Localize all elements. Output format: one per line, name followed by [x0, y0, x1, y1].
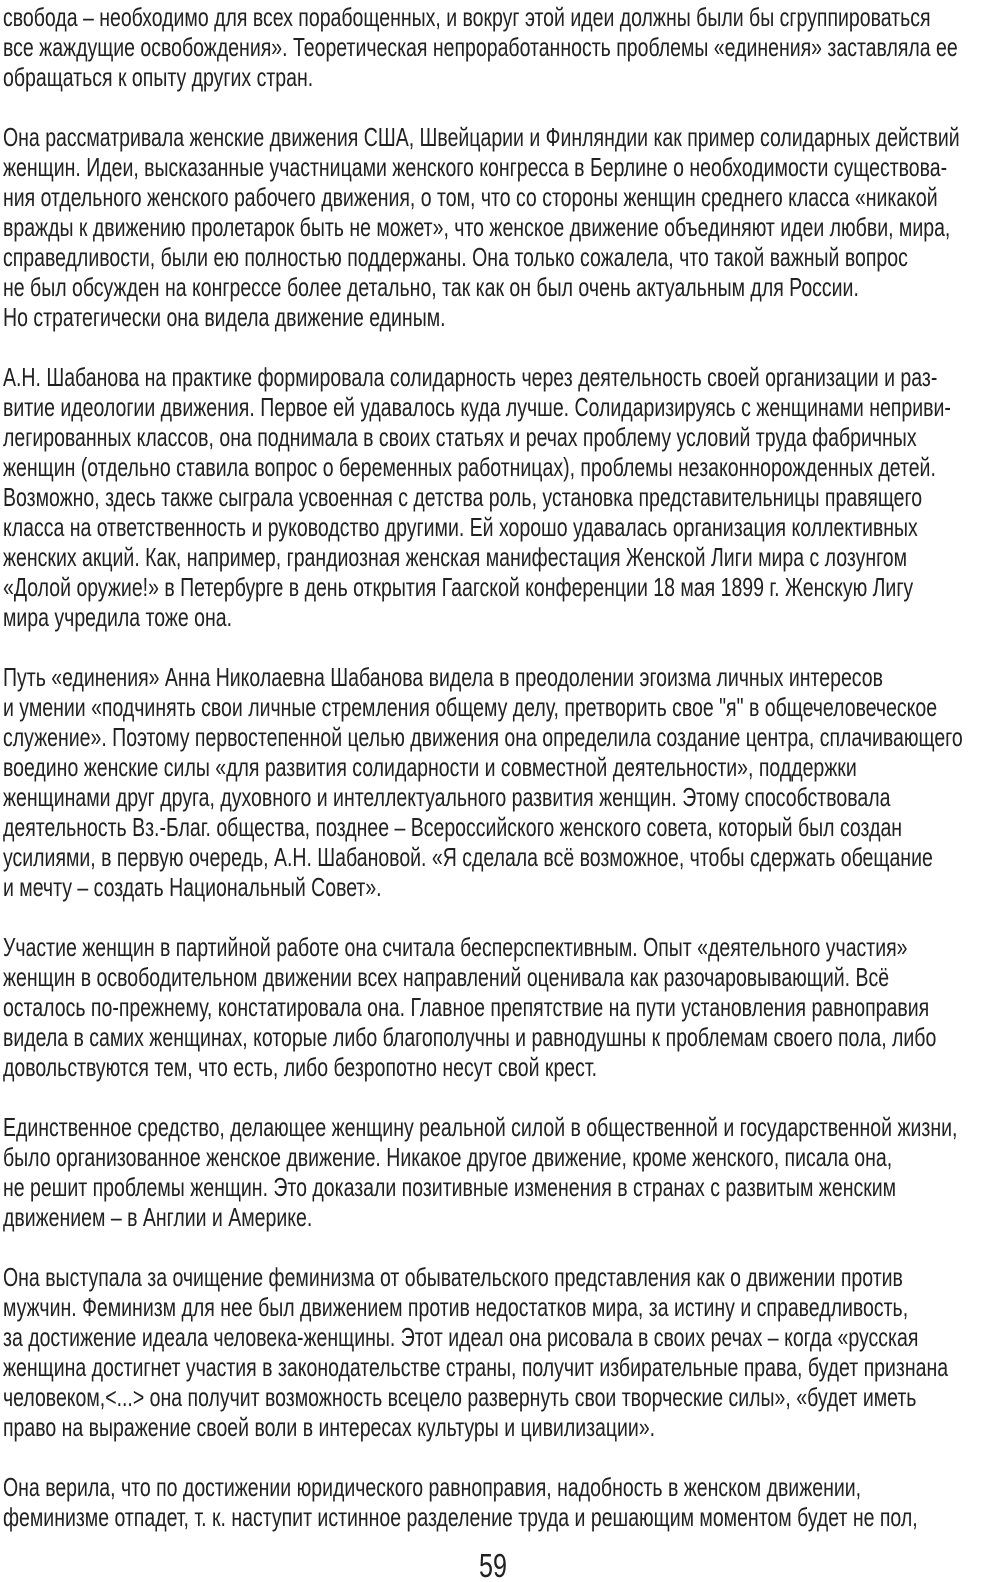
text-line: «Долой оружие!» в Петербурге в день открытия Гаагской конференции 18 мая 1899 г. Женскую Лигу — [3, 572, 914, 602]
text-line: за достижение идеала человека-женщины. Этот идеал она рисовала в своих речах – когда «русская — [3, 1322, 919, 1352]
text-line: не решит проблемы женщин. Это доказали позитивные изменения в странах с развитым женским — [3, 1172, 897, 1202]
text-line: Она выступала за очищение феминизма от обывательского представления как о движении против — [3, 1262, 903, 1292]
text-line: осталось по-прежнему, констатировала она. Главное препятствие на пути установления равноправия — [3, 992, 930, 1022]
text-line: Но стратегически она видела движение единым. — [3, 302, 446, 332]
text-line: видела в самих женщинах, которые либо благополучны и равнодушны к проблемам своего пола, либо — [3, 1022, 937, 1052]
text-line: служение». Поэтому первостепенной целью движения она определила создание центра, сплачивающего — [3, 722, 963, 752]
paragraph — [3, 1262, 986, 1442]
text-line: усилиями, в первую очередь, А.Н. Шабановой. «Я сделала всё возможное, чтобы сдержать обещание — [3, 842, 933, 872]
text-line: легированных классов, она поднимала в своих статьях и речах проблему условий труда фабричных — [3, 422, 917, 452]
text-line: и умении «подчинять свои личные стремления общему делу, претворить свое "я" в общечеловеческое — [3, 692, 938, 722]
text-line: не был обсужден на конгрессе более детально, так как он был очень актуальным для России. — [3, 272, 859, 302]
text-line: феминизме отпадет, т. к. наступит истинное разделение труда и решающим моментом будет не пол, — [3, 1502, 918, 1532]
text-line: Участие женщин в партийной работе она считала бесперспективным. Опыт «деятельного участия» — [3, 932, 908, 962]
text-line: витие идеологии движения. Первое ей удавалось куда лучше. Солидаризируясь с женщинами неприви- — [3, 392, 951, 422]
paragraph — [3, 1472, 986, 1532]
text-line: движением – в Англии и Америке. — [3, 1202, 313, 1232]
text-line: Путь «единения» Анна Николаевна Шабанова видела в преодолении эгоизма личных интересов — [3, 662, 883, 692]
text-line: женщин. Идеи, высказанные участницами женского конгресса в Берлине о необходимости существова- — [3, 152, 948, 182]
paragraph — [3, 1112, 986, 1232]
text-line: Возможно, здесь также сыграла усвоенная с детства роль, установка представительницы правящего — [3, 482, 923, 512]
text-line: женщин (отдельно ставила вопрос о беременных работницах), проблемы незаконнорожденных детей. — [3, 452, 936, 482]
text-line: обращаться к опыту других стран. — [3, 62, 314, 92]
text-line: ния отдельного женского рабочего движения, о том, что со стороны женщин среднего класса «никакой — [3, 182, 938, 212]
text-line: женщин в освободительном движении всех направлений оценивала как разочаровывающий. Всё — [3, 962, 890, 992]
text-line: Она рассматривала женские движения США, Швейцарии и Финляндии как пример солидарных действий — [3, 122, 960, 152]
text-line: воедино женские силы «для развития солидарности и совместной деятельности», поддержки — [3, 752, 857, 782]
text-line: женщина достигнет участия в законодательстве страны, получит избирательные права, будет признана — [3, 1352, 949, 1382]
text-line: вражды к движению пролетарок быть не может», что женское движение объединяют идеи любви, мира, — [3, 212, 951, 242]
paragraph — [3, 122, 986, 332]
paragraph — [3, 932, 986, 1082]
text-line: женщинами друг друга, духовного и интеллектуального развития женщин. Этому способствовала — [3, 782, 891, 812]
paragraph — [3, 662, 986, 902]
text-line: человеком,<...> она получит возможность всецело развернуть свои творческие силы», «будет иметь — [3, 1382, 917, 1412]
text-line: свобода – необходимо для всех порабощенных, и вокруг этой идеи должны были бы сгруппироваться — [3, 2, 931, 32]
text-line: деятельность Вз.-Благ. общества, позднее – Всероссийского женского совета, который был создан — [3, 812, 903, 842]
text-line: право на выражение своей воли в интересах культуры и цивилизации». — [3, 1412, 656, 1442]
text-line: справедливости, были ею полностью поддержаны. Она только сожалела, что такой важный вопрос — [3, 242, 908, 272]
text-line: было организованное женское движение. Никакое другое движение, кроме женского, писала она, — [3, 1142, 893, 1172]
text-line: А.Н. Шабанова на практике формировала солидарность через деятельность своей организации и раз- — [3, 362, 938, 392]
text-line: Единственное средство, делающее женщину реальной силой в общественной и государственной жизни, — [3, 1112, 958, 1142]
paragraph — [3, 2, 986, 92]
text-line: класса на ответственность и руководство другими. Ей хорошо удавалась организация коллективных — [3, 512, 918, 542]
text-line: довольствуются тем, что есть, либо безропотно несут свой крест. — [3, 1052, 598, 1082]
page-number: 59 — [479, 1547, 507, 1582]
document-content — [3, 2, 986, 1562]
text-line: Она верила, что по достижении юридического равноправия, надобность в женском движении, — [3, 1472, 862, 1502]
text-line: мужчин. Феминизм для нее был движением против недостатков мира, за истину и справедливость, — [3, 1292, 909, 1322]
text-line: женских акций. Как, например, грандиозная женская манифестация Женской Лиги мира с лозунгом — [3, 542, 908, 572]
text-line: все жаждущие освобождения». Теоретическая непроработанность проблемы «единения» заставляла ее — [3, 32, 958, 62]
text-line: и мечту – создать Национальный Совет». — [3, 872, 382, 902]
paragraph — [3, 362, 986, 632]
text-line: мира учредила тоже она. — [3, 602, 233, 632]
